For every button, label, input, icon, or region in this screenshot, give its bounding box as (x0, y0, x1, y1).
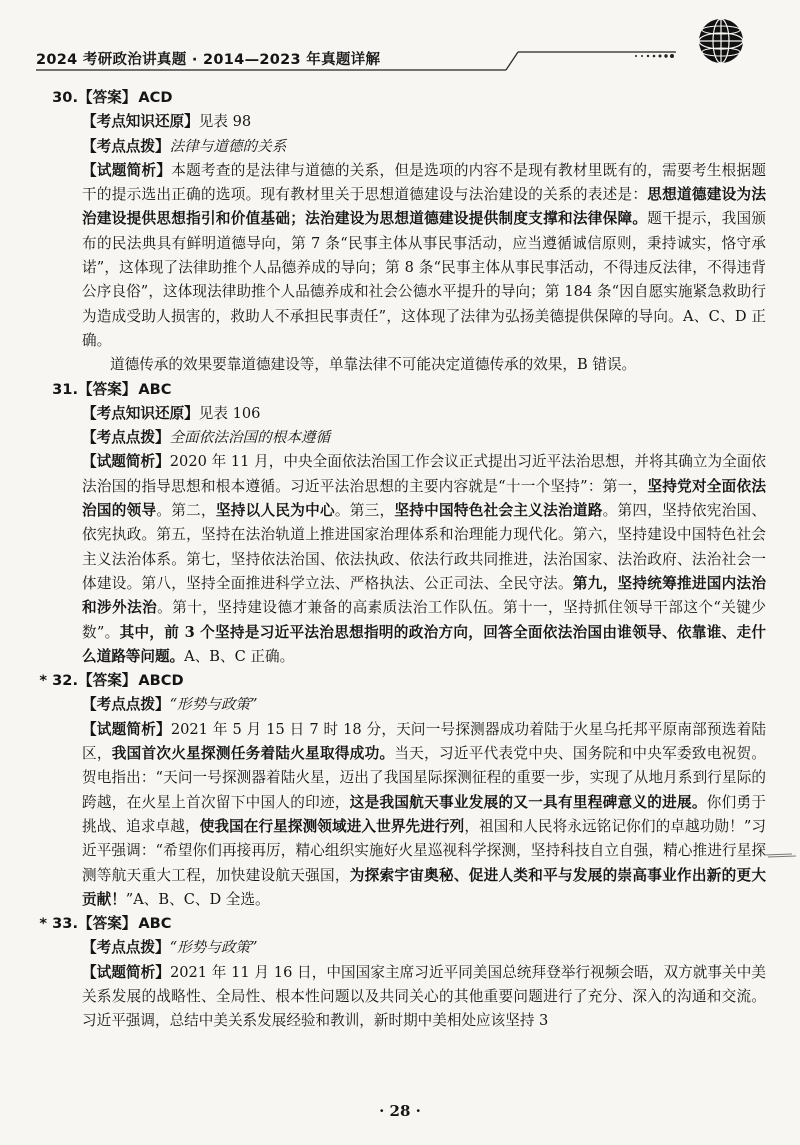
answer-line (36, 86, 766, 110)
answer-value: ABCD (138, 672, 184, 690)
info-line (36, 693, 766, 717)
analysis-text: 第九，坚持统筹推进国内法治和涉外法治 (82, 574, 766, 617)
analysis-text: 。第三， (334, 502, 395, 520)
page-header (36, 46, 740, 74)
analysis-paragraph (36, 450, 766, 669)
answer-label: 【答案】 (78, 89, 137, 106)
analysis-text: 。第十，坚持建设德才兼备的高素质法治工作队伍。第十一，坚持抓住领导干部这个“关键少数”。 (82, 599, 766, 641)
analysis-label: 【试题简析】 (82, 453, 170, 471)
page-content (36, 86, 766, 1034)
info-label: 【考点知识还原】 (82, 113, 199, 131)
analysis-text: 为探索宇宙奥秘、促进人类和平与发展的崇高事业作出新的更大贡献！ (82, 866, 766, 908)
info-line (36, 402, 766, 426)
analysis-text: 这是我国航天事业发展的又一具有里程碑意义的进展。 (349, 793, 707, 811)
analysis-label: 【试题简析】 (82, 161, 172, 179)
answer-label: 【答案】 (78, 915, 137, 933)
info-line (36, 135, 766, 159)
info-text: 法律与道德的关系 (169, 137, 287, 155)
answer-value: ACD (138, 89, 173, 106)
analysis-text: 题干提示，我国颁布的民法典具有鲜明道德导向，第 7 条“民事主体从事民事活动，应当遵循诚信原则，秉持诚实，恪守承诺”，这体现了法律助推个人品德养成的导向；第 8 条“民事主体从事民事活动，不得违反法律，不得违背公序良俗”，这体现法律助推个人品德养成和社会公德水平提升的导向；第 184 条“因自愿实施紧急救助行为造成受助人损害的，救助人不承担民事责任”，这体现了法律为弘扬美德提供保障的导向。A、C、D 正确。 (82, 210, 766, 349)
analysis-text: 2021 年 5 月 15 日 7 时 18 分，天问一号探测器成功着陆于火星乌托邦平原南部预选着陆区， (82, 720, 766, 763)
question-number: 30. (52, 89, 78, 106)
question-block (36, 669, 766, 912)
analysis-text: 2020 年 11 月，中央全面依法治国工作会议正式提出习近平法治思想，并将其确立为全面依法治国的指导思想和根本遵循。习近平法治思想的主要内容就是“十一个坚持”：第一， (82, 453, 766, 495)
answer-label: 【答案】 (78, 380, 137, 398)
globe-icon (696, 16, 746, 66)
question-number: * 33. (39, 915, 78, 933)
analysis-paragraph (36, 961, 766, 1034)
info-label: 【考点点拨】 (82, 696, 170, 714)
question-number: 31. (52, 380, 78, 398)
info-label: 【考点点拨】 (82, 429, 170, 447)
extra-paragraph: 道德传承的效果要靠道德建设等，单靠法律不可能决定道德传承的效果，B 错误。 (110, 356, 637, 374)
question-block (36, 378, 766, 670)
info-text: “形势与政策” (169, 939, 258, 957)
analysis-text: 坚持中国特色社会主义法治道路 (394, 502, 603, 520)
analysis-text: A、B、C 正确。 (184, 647, 295, 665)
question-number: * 32. (39, 672, 78, 690)
analysis-text: 我国首次火星探测任务着陆火星取得成功。 (111, 745, 395, 763)
analysis-label: 【试题简析】 (82, 720, 171, 738)
analysis-text: ”A、B、C、D 全选。 (125, 890, 270, 908)
analysis-text: 当天，习近平代表党中央、国务院和中央军委致电祝贺。贺电指出：“天问一号探测器着陆火星，迈出了我国星际探测征程的重要一步，实现了从地月系到行星际的跨越，在火星上首次留下中国人的印迹， (82, 745, 766, 811)
info-text: 见表 106 (198, 404, 261, 422)
analysis-text: 其中，前 3 个坚持是习近平法治思想指明的政治方向，回答全面依法治国由谁领导、依靠谁、走什么道路等问题。 (82, 623, 766, 665)
page-number: · 28 · (379, 1102, 421, 1120)
analysis-text: 使我国在行星探测领域进入世界先进行列 (199, 817, 465, 835)
analysis-text: 坚持以人民为中心 (215, 502, 335, 520)
analysis-text: 。第二， (156, 502, 216, 520)
info-line (36, 110, 766, 134)
info-line (36, 936, 766, 960)
analysis-text: ，祖国和人民将永远铭记你们的卓越功勋！”习近平强调：“希望你们再接再厉，精心组织实施好火星巡视科学探测，坚持科技自立自强，精心推进行星探测等航天重大工程，加快建设航天强国， (82, 817, 766, 884)
analysis-text: 。第四，坚持依宪治国、依宪执政。第五，坚持在法治轨道上推进国家治理体系和治理能力现代化。第六，坚持建设中国特色社会主义法治体系。第七，坚持依法治国、依法执政、依法行政共同推进，法治国家、法治政府、法治社会一体建设。第八，坚持全面推进科学立法、严格执法、公正司法、全民守法。 (82, 502, 766, 592)
analysis-paragraph (36, 718, 766, 912)
info-label: 【考点点拨】 (82, 939, 170, 957)
analysis-text: 2021 年 11 月 16 日，中国国家主席习近平同美国总统拜登举行视频会晤，双方就事关中美关系发展的战略性、全局性、根本性问题以及共同关心的其他重要问题进行了充分、深入的沟通和交流。习近平强调，总结中美关系发展经验和教训，新时期中美相处应该坚持 3 (82, 963, 766, 1030)
analysis-text: 思想道德建设为法治建设提供思想指引和价值基础；法治建设为思想道德建设提供制度支撑和法律保障。 (82, 186, 766, 228)
info-label: 【考点知识还原】 (82, 404, 199, 422)
analysis-label: 【试题简析】 (82, 963, 170, 981)
answer-label: 【答案】 (78, 672, 137, 690)
analysis-text: 你们勇于挑战、追求卓越， (82, 793, 766, 835)
answer-line (36, 912, 766, 936)
info-text: 全面依法治国的根本遵循 (169, 429, 331, 447)
info-line (36, 426, 766, 450)
margin-mark (762, 850, 798, 860)
question-block (36, 86, 766, 378)
info-text: “形势与政策” (169, 696, 258, 714)
answer-line (36, 378, 766, 402)
header-title: 2024 考研政治讲真题 · 2014—2023 年真题详解 (36, 52, 381, 68)
analysis-text: 坚持党对全面依法治国的领导 (82, 477, 766, 520)
analysis-paragraph (36, 159, 766, 353)
question-block (36, 912, 766, 1033)
analysis-text: 本题考查的是法律与道德的关系，但是选项的内容不是现有教材里既有的，需要考生根据题干的提示选出正确的选项。现有教材里关于思想道德建设与法治建设的关系的表述是： (82, 161, 766, 204)
answer-value: ABC (138, 380, 172, 398)
answer-line (36, 669, 766, 693)
answer-value: ABC (138, 915, 172, 933)
info-label: 【考点点拨】 (82, 137, 170, 155)
info-text: 见表 98 (198, 113, 252, 131)
